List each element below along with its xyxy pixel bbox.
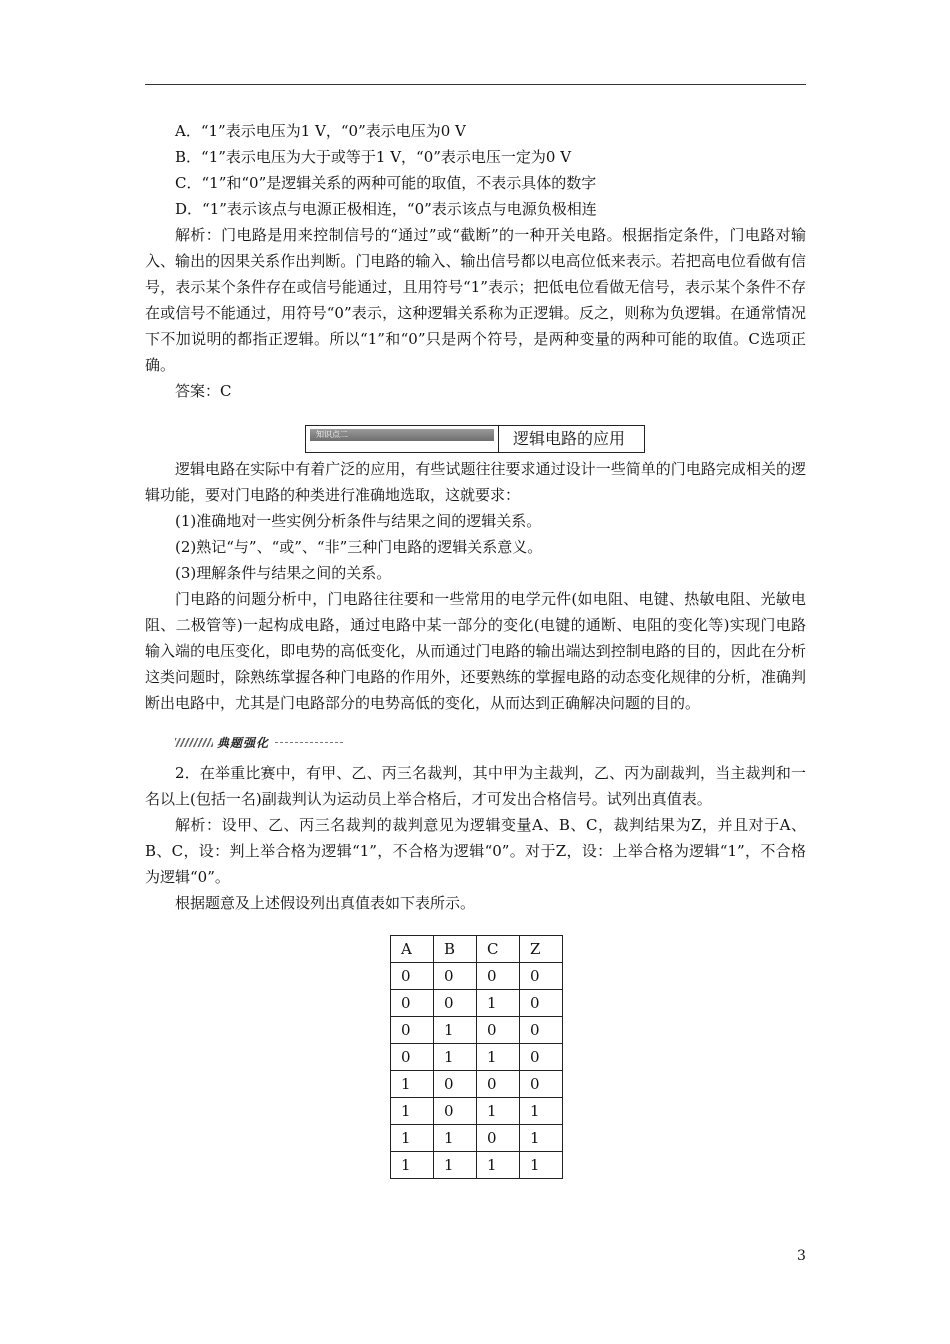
option-b: B．“1”表示电压为大于或等于1 V，“0”表示电压一定为0 V (175, 148, 572, 166)
knowledge-point-divider (498, 426, 499, 452)
intro-paragraph: 逻辑电路在实际中有着广泛的应用，有些试题往往要求通过设计一些简单的门电路完成相关的逻辑功能，要对门电路的种类进行准确地选取，这就要求： (145, 460, 806, 504)
table-cell: 1 (477, 1152, 520, 1179)
table-cell: 0 (391, 1017, 434, 1044)
table-cell: 0 (434, 1071, 477, 1098)
table-cell: 0 (477, 1125, 520, 1152)
table-intro: 根据题意及上述假设列出真值表如下表所示。 (175, 894, 476, 912)
table-cell: 1 (520, 1125, 563, 1152)
table-cell: 1 (391, 1125, 434, 1152)
table-row (391, 1017, 563, 1044)
table-row (391, 1098, 563, 1125)
table-header-cell: A (391, 936, 434, 963)
table-row (391, 990, 563, 1017)
requirement-1: (1)准确地对一些实例分析条件与结果之间的逻辑关系。 (175, 512, 542, 530)
typical-problems-label: 典题强化 (217, 735, 270, 750)
table-cell: 0 (434, 963, 477, 990)
table-cell: 1 (477, 1098, 520, 1125)
table-cell: 0 (520, 1017, 563, 1044)
hatch-decoration (175, 738, 213, 747)
table-header-cell: C (477, 936, 520, 963)
table-row (391, 1044, 563, 1071)
analysis-2: 解析：设甲、乙、丙三名裁判的裁判意见为逻辑变量A、B、C，裁判结果为Z，并且对于A、B、C，设：判上举合格为逻辑“1”，不合格为逻辑“0”。对于Z，设：上举合格为逻辑“1”，不合格为逻辑“0”。 (145, 816, 806, 886)
table-cell: 0 (391, 990, 434, 1017)
option-d: D．“1”表示该点与电源正极相连，“0”表示该点与电源负极相连 (175, 200, 597, 218)
page-number: 3 (797, 1248, 806, 1264)
table-cell: 0 (434, 1098, 477, 1125)
knowledge-point-tag: 知识点二 (310, 429, 494, 441)
table-header-cell: Z (520, 936, 563, 963)
table-cell: 1 (391, 1152, 434, 1179)
table-cell: 1 (434, 1044, 477, 1071)
truth-table (390, 935, 563, 1179)
table-cell: 0 (520, 963, 563, 990)
table-cell: 0 (391, 963, 434, 990)
table-cell: 1 (391, 1098, 434, 1125)
answer-1: 答案：C (175, 382, 232, 400)
table-cell: 1 (477, 1044, 520, 1071)
header-rule (145, 84, 806, 85)
table-row (391, 1071, 563, 1098)
table-cell: 1 (434, 1125, 477, 1152)
table-row (391, 963, 563, 990)
table-cell: 1 (391, 1071, 434, 1098)
table-cell: 0 (391, 1044, 434, 1071)
table-cell: 1 (477, 990, 520, 1017)
question-2: 2．在举重比赛中，有甲、乙、丙三名裁判，其中甲为主裁判，乙、丙为副裁判，当主裁判和一名以上(包括一名)副裁判认为运动员上举合格后，才可发出合格信号。试列出真值表。 (145, 764, 806, 808)
table-cell: 0 (477, 963, 520, 990)
table-cell: 0 (477, 1071, 520, 1098)
table-cell: 0 (434, 990, 477, 1017)
knowledge-point-title: 逻辑电路的应用 (513, 429, 626, 448)
table-header-cell: B (434, 936, 477, 963)
typical-problems-banner (175, 734, 345, 750)
table-header-row (391, 936, 563, 963)
table-cell: 0 (477, 1017, 520, 1044)
table-cell: 1 (520, 1098, 563, 1125)
table-cell: 1 (520, 1152, 563, 1179)
analysis-1: 解析：门电路是用来控制信号的“通过”或“截断”的一种开关电路。根据指定条件，门电路对输入、输出的因果关系作出判断。门电路的输入、输出信号都以电高位低来表示。若把高电位看做有信号，表示某个条件存在或信号能通过，且用符号“1”表示；把低电位看做无信号，表示某个条件不存在或信号不能通过，用符号“0”表示，这种逻辑关系称为正逻辑。反之，则称为负逻辑。在通常情况下不加说明的都指正逻辑。所以“1”和“0”只是两个符号，是两种变量的两种可能的取值。C选项正确。 (145, 226, 806, 374)
table-cell: 1 (434, 1152, 477, 1179)
table-row (391, 1125, 563, 1152)
table-row (391, 1152, 563, 1179)
knowledge-point-header (305, 425, 645, 453)
option-c: C．“1”和“0”是逻辑关系的两种可能的取值，不表示具体的数字 (175, 174, 597, 192)
analysis-paragraph: 门电路的问题分析中，门电路往往要和一些常用的电学元件(如电阻、电键、热敏电阻、光敏电阻、二极管等)一起构成电路，通过电路中某一部分的变化(电键的通断、电阻的变化等)实现门电路输入端的电压变化，即电势的高低变化，从而通过门电路的输出端达到控制电路的目的，因此在分析这类问题时，除熟练掌握各种门电路的作用外，还要熟练的掌握电路的动态变化规律的分析，准确判断出电路中，尤其是门电路部分的电势高低的变化，从而达到正确解决问题的目的。 (145, 590, 806, 712)
dotted-line-decoration (275, 742, 345, 743)
table-cell: 1 (434, 1017, 477, 1044)
requirement-2: (2)熟记“与”、“或”、“非”三种门电路的逻辑关系意义。 (175, 538, 543, 556)
table-cell: 0 (520, 1071, 563, 1098)
requirement-3: (3)理解条件与结果之间的关系。 (175, 564, 392, 582)
table-cell: 0 (520, 1044, 563, 1071)
option-a: A．“1”表示电压为1 V，“0”表示电压为0 V (175, 122, 466, 140)
table-cell: 0 (520, 990, 563, 1017)
